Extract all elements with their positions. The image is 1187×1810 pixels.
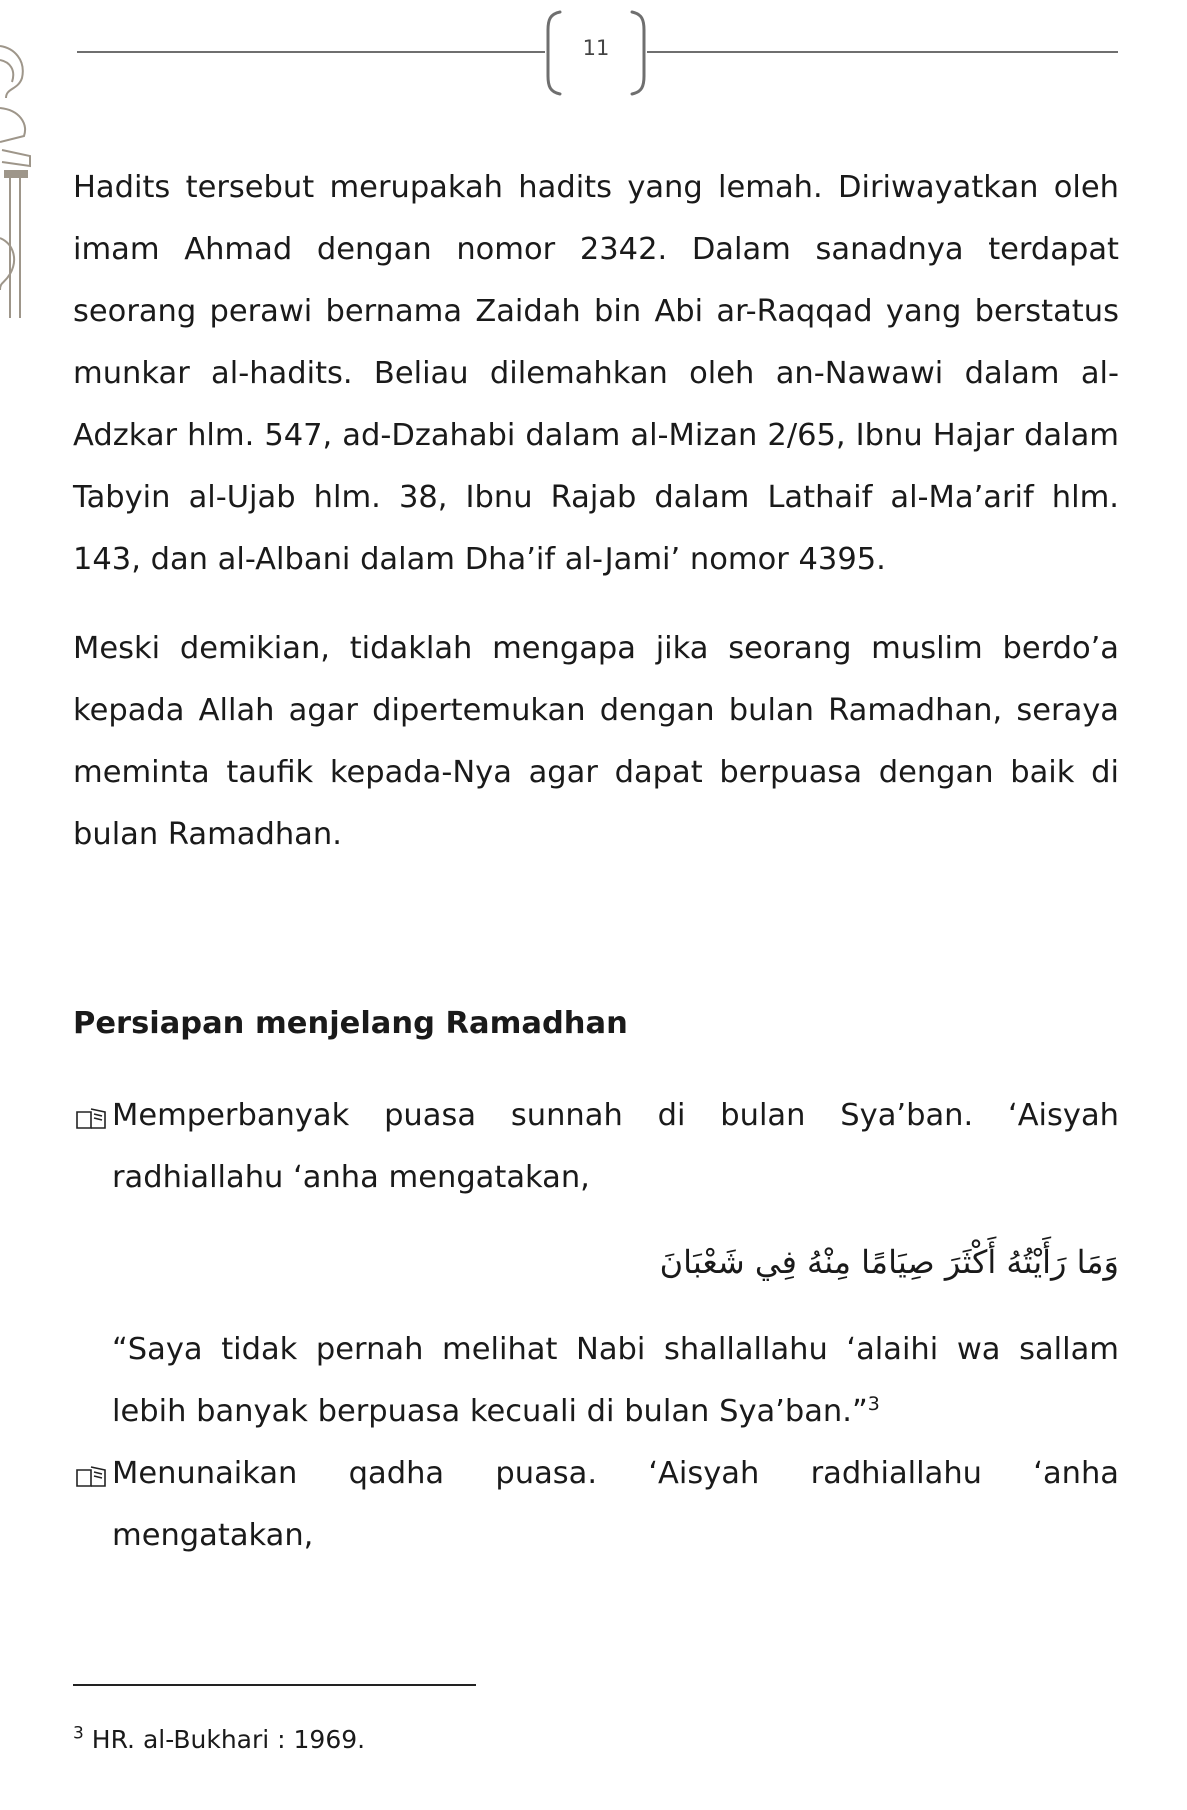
list-item-text: Menunaikan qadha puasa. ‘Aisyah radhiallahu ‘anha mengatakan, bbox=[112, 1456, 1119, 1553]
list-item-text: Memperbanyak puasa sunnah di bulan Sya’ban. ‘Aisyah radhiallahu ‘anha mengatakan, bbox=[112, 1098, 1119, 1195]
footnote-divider bbox=[73, 1684, 476, 1686]
footnote bbox=[73, 1725, 365, 1754]
arabic-hadith: وَمَا رَأَيْتُهُ أَكْثَرَ صِيَامًا مِنْهُ فِي شَعْبَانَ bbox=[659, 1243, 1119, 1281]
paragraph-hadith-status: Hadits tersebut merupakah hadits yang lemah. Diriwayatkan oleh imam Ahmad dengan nomor 2342. Dalam sanadnya terdapat seorang perawi bernama Zaidah bin Abi ar-Raqqad yang berstatus munkar al-hadits. Beliau dilemahkan oleh an-Nawawi dalam al-Adzkar hlm. 547, ad-Dzahabi dalam al-Mizan 2/65, Ibnu Hajar dalam Tabyin al-Ujab hlm. 38, Ibnu Rajab dalam Lathaif al-Ma’arif hlm. 143, dan al-Albani dalam Dha’if al-Jami’ nomor 4395. bbox=[73, 170, 1119, 577]
header-rule-right bbox=[647, 51, 1118, 53]
open-book-icon bbox=[75, 1464, 109, 1488]
list-item bbox=[73, 1443, 1119, 1567]
footnote-text: HR. al-Bukhari : 1969. bbox=[83, 1725, 366, 1754]
footnote-reference: 3 bbox=[867, 1392, 880, 1415]
header-rule-left bbox=[77, 51, 545, 53]
paragraph-dua: Meski demikian, tidaklah mengapa jika seorang muslim berdo’a kepada Allah agar dipertemukan dengan bulan Ramadhan, seraya meminta taufik kepada-Nya agar dapat berpuasa dengan baik di bulan Ramadhan. bbox=[73, 631, 1119, 852]
open-book-icon bbox=[75, 1106, 109, 1130]
translation-text: “Saya tidak pernah melihat Nabi shallallahu ‘alaihi wa sallam lebih banyak berpuasa kecuali di bulan Sya’ban.” bbox=[112, 1332, 1119, 1429]
hadith-translation bbox=[112, 1319, 1119, 1443]
list-item bbox=[73, 1085, 1119, 1443]
decorative-border-ornament bbox=[0, 38, 34, 318]
preparation-list bbox=[73, 1085, 1119, 1567]
page-content bbox=[73, 157, 1119, 1567]
footnote-number: 3 bbox=[73, 1723, 84, 1744]
section-heading: Persiapan menjelang Ramadhan bbox=[73, 1006, 628, 1041]
page-number: 11 bbox=[582, 36, 610, 60]
